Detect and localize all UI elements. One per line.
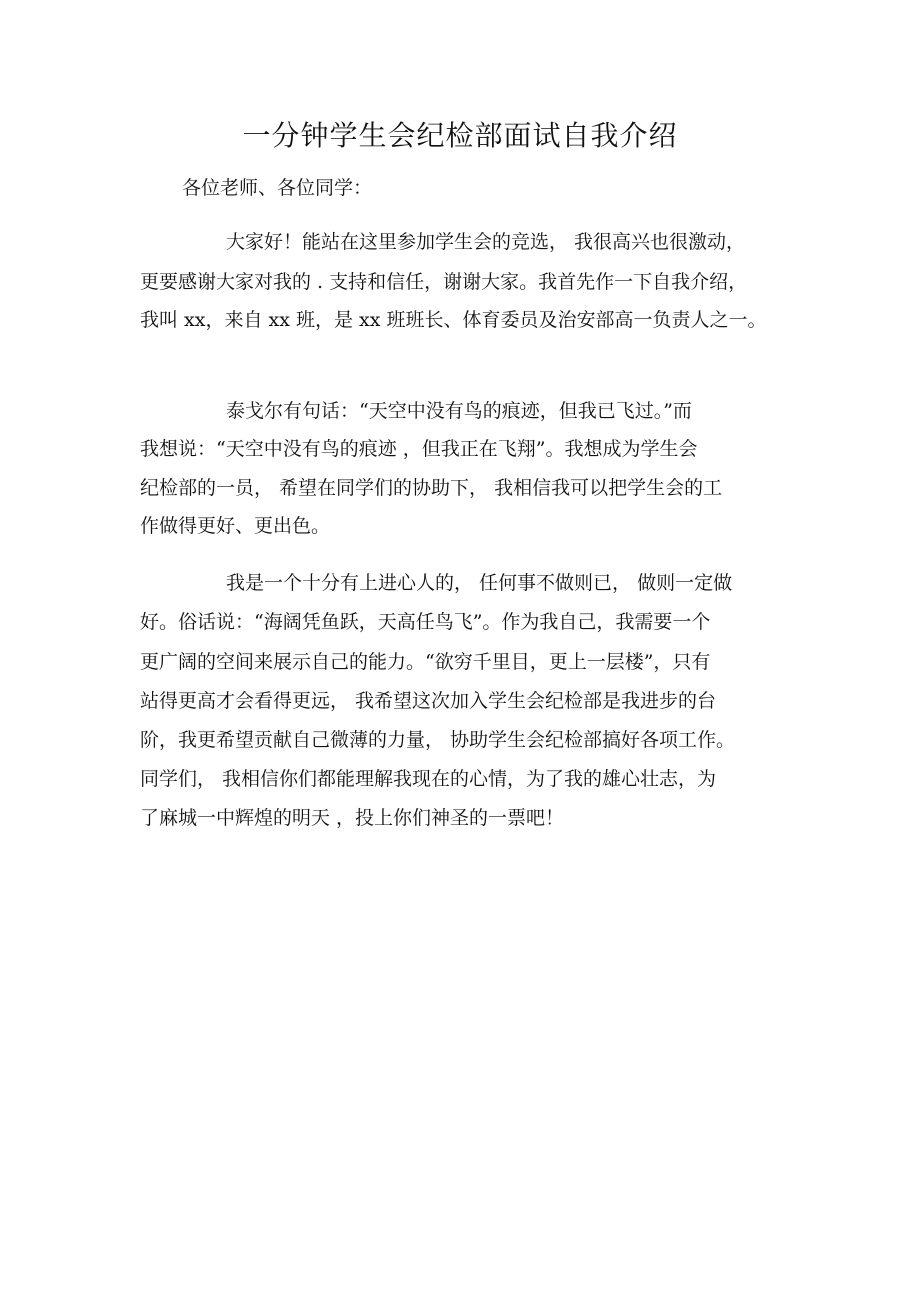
paragraph-line: 纪检部的一员， 希望在同学们的协助下， 我相信我可以把学生会的工: [140, 477, 723, 499]
document-title: 一分钟学生会纪检部面试自我介绍: [242, 119, 678, 152]
paragraph-line: 更广阔的空间来展示自己的能力。“欲穷千里目，更上一层楼”，只有: [140, 651, 711, 673]
paragraph-line: 作做得更好、更出色。: [140, 515, 331, 537]
paragraph-line: 站得更高才会看得更远， 我希望这次加入学生会纪检部是我进步的台: [140, 690, 717, 712]
paragraph-line: 泰戈尔有句话：“天空中没有鸟的痕迹，但我已飞过。”而: [226, 400, 692, 422]
paragraph-line: 了麻城一中辉煌的明天 ，投上你们神圣的一票吧！: [140, 807, 565, 829]
paragraph-line: 我想说：“天空中没有鸟的痕迹 ，但我正在飞翔”。我想成为学生会: [140, 438, 698, 460]
paragraph-line: 更要感谢大家对我的 . 支持和信任，谢谢大家。我首先作一下自我介绍，: [140, 271, 748, 293]
salutation: 各位老师、各位同学：: [182, 177, 373, 199]
paragraph-line: 阶，我更希望贡献自己微薄的力量， 协助学生会纪检部搞好各项工作。: [140, 729, 736, 751]
paragraph-line: 大家好！能站在这里参加学生会的竞选， 我很高兴也很激动，: [226, 231, 746, 253]
paragraph-line: 好。俗话说：“海阔凭鱼跃，天高任鸟飞”。作为我自己，我需要一个: [140, 611, 711, 633]
paragraph-line: 同学们， 我相信你们都能理解我现在的心情，为了我的雄心壮志，为: [140, 768, 717, 790]
paragraph-line: 我是一个十分有上进心人的， 任何事不做则已， 做则一定做: [226, 572, 733, 594]
paragraph-line: 我叫 xx，来自 xx 班，是 xx 班班长、体育委员及治安部高一负责人之一。: [140, 309, 767, 331]
